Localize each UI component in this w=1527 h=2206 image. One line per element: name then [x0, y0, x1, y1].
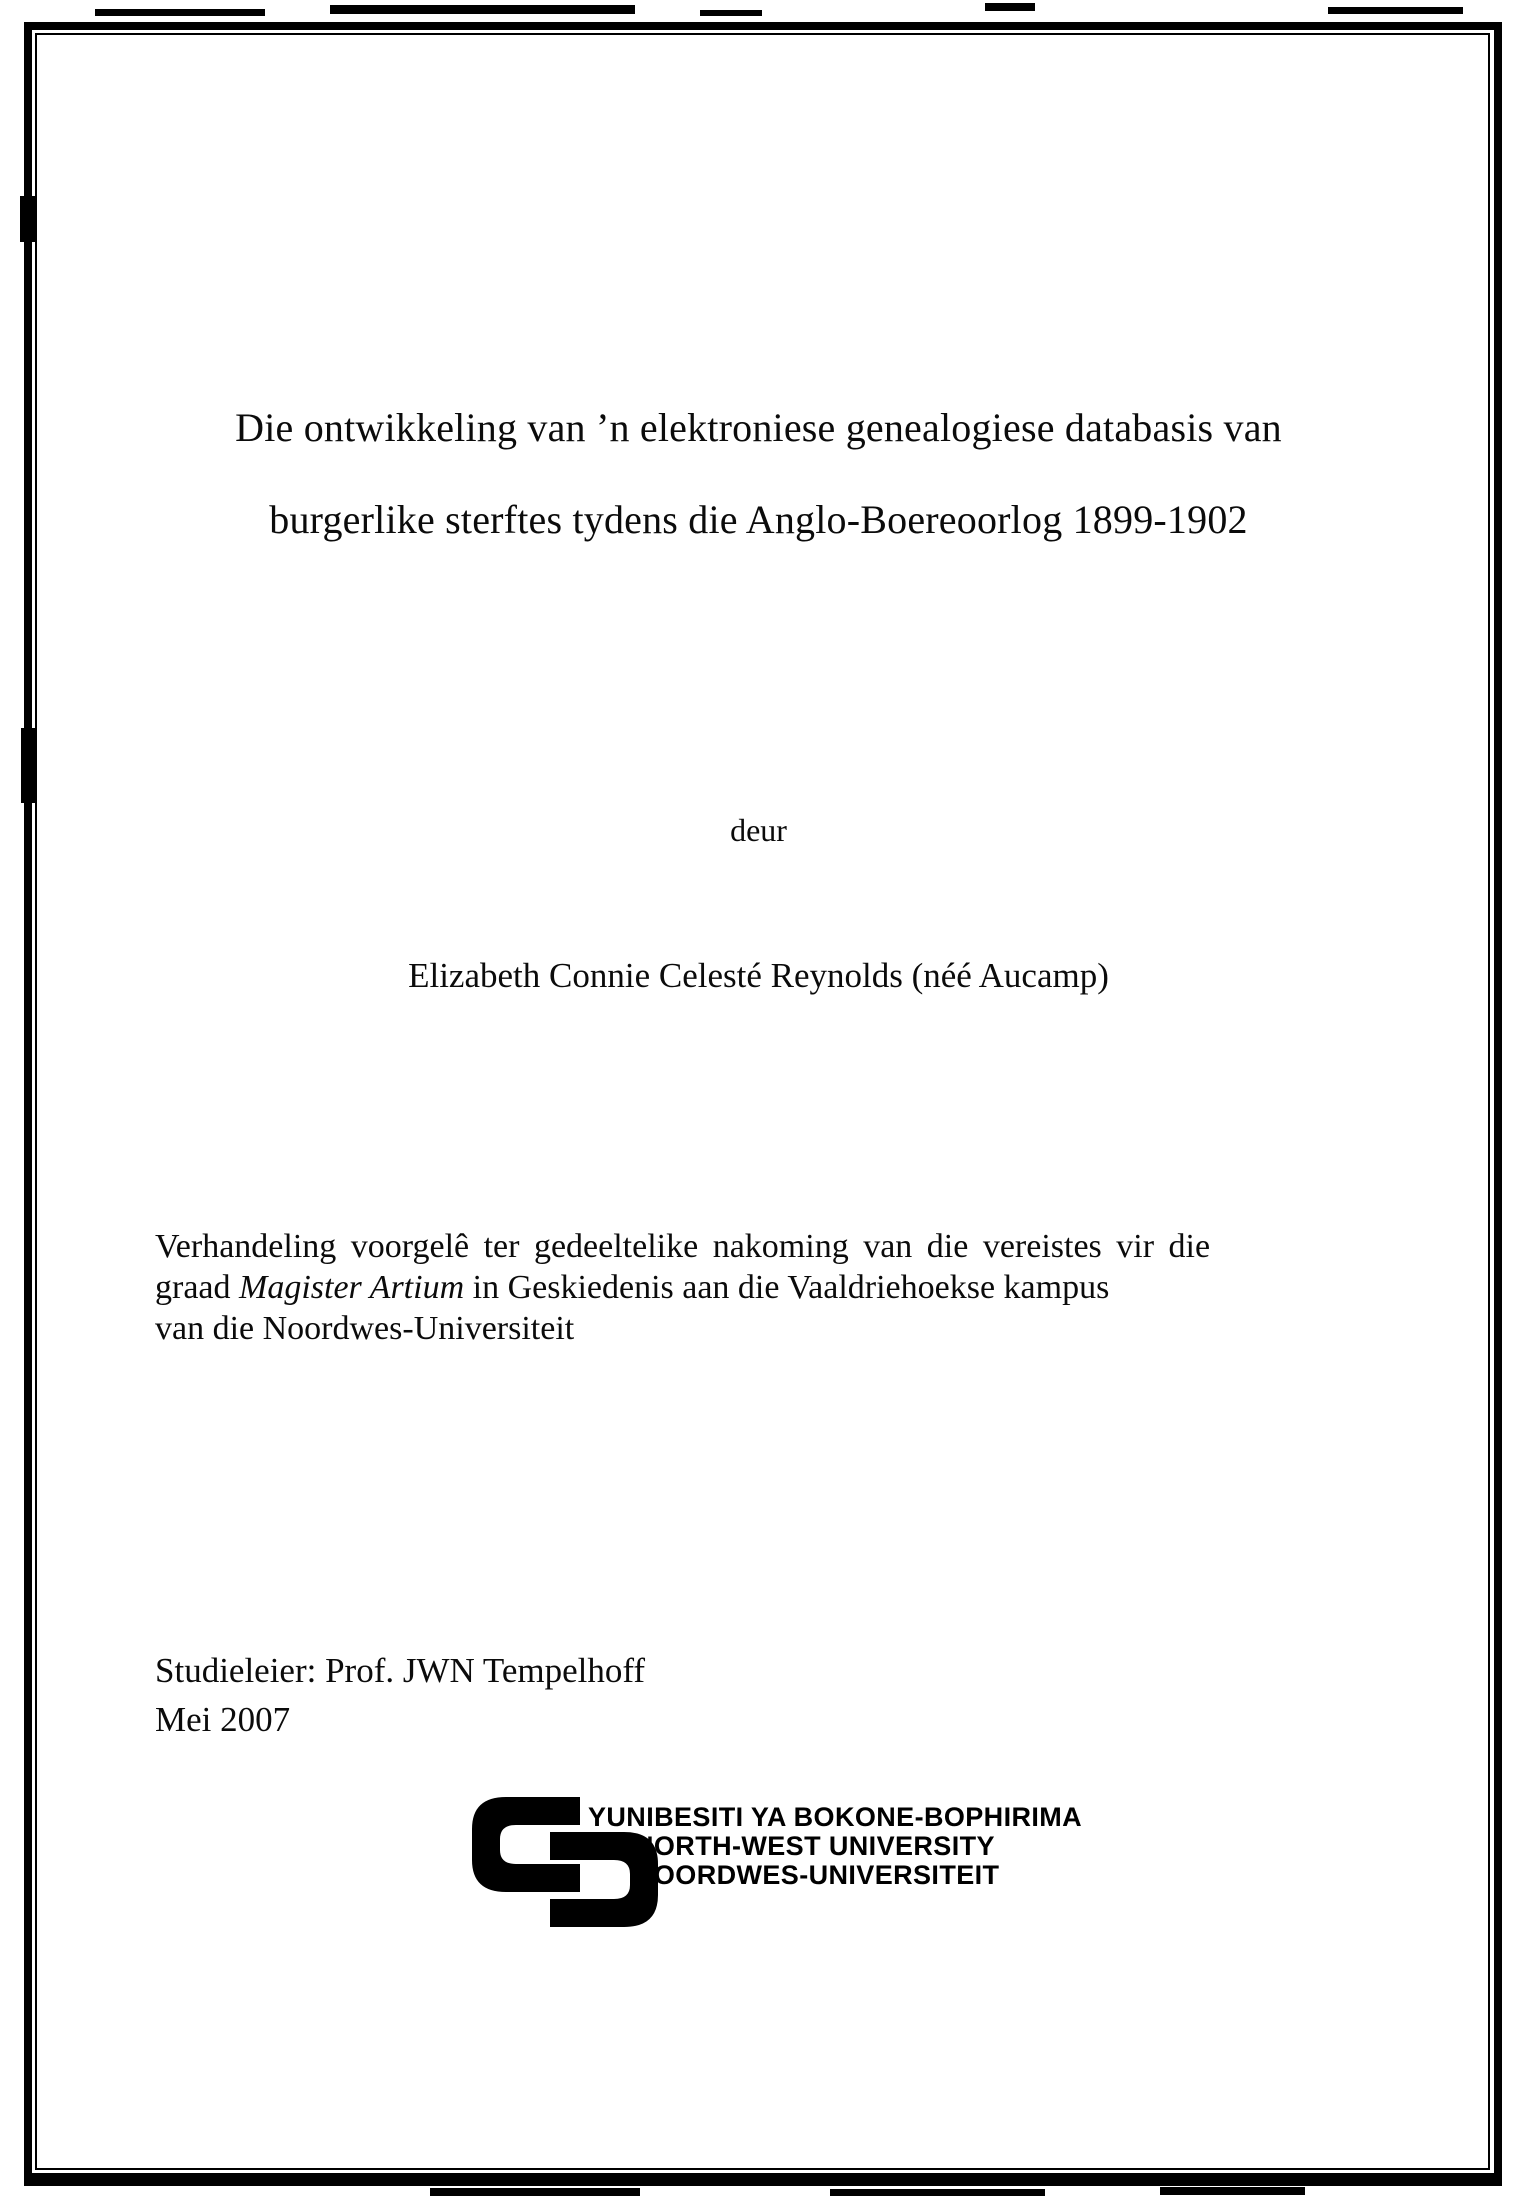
university-logo-text	[588, 1803, 1082, 1890]
date-line: Mei 2007	[155, 1700, 291, 1739]
statement-line-2-pre: graad	[155, 1269, 240, 1306]
scan-artifact	[20, 196, 37, 242]
author-name: Elizabeth Connie Celesté Reynolds (néé Aucamp)	[408, 956, 1109, 995]
logo-line-afrikaans: NOORDWES-UNIVERSITEIT	[634, 1860, 1000, 1890]
scan-artifact	[330, 5, 635, 14]
thesis-title	[60, 382, 1457, 566]
title-line-1: Die ontwikkeling van ’n elektroniese genealogiese databasis van	[235, 405, 1282, 450]
statement-line-2-post: in Geskiedenis aan die Vaaldriehoekse kampus	[464, 1269, 1110, 1306]
scan-artifact	[1328, 7, 1463, 14]
statement-line-1: Verhandeling voorgelê ter gedeeltelike nakoming van die vereistes vir die	[155, 1228, 1211, 1265]
degree-statement	[155, 1226, 1351, 1349]
scan-artifact	[430, 2188, 640, 2196]
scan-artifact	[95, 9, 265, 16]
supervisor-block	[155, 1646, 645, 1744]
title-line-2: burgerlike sterftes tydens die Anglo-Boereoorlog 1899-1902	[269, 497, 1248, 542]
byline: deur	[730, 812, 787, 848]
supervisor-line: Studieleier: Prof. JWN Tempelhoff	[155, 1651, 646, 1690]
logo-line-english: NORTH-WEST UNIVERSITY	[634, 1831, 995, 1861]
scan-artifact	[700, 10, 762, 16]
statement-line-3: van die Noordwes-Universiteit	[155, 1310, 575, 1347]
statement-line-2	[155, 1267, 1351, 1308]
logo-line-setswana: YUNIBESITI YA BOKONE-BOPHIRIMA	[588, 1802, 1083, 1832]
degree-name-italic: Magister Artium	[239, 1269, 465, 1306]
scan-artifact	[830, 2189, 1045, 2196]
scan-artifact	[1160, 2187, 1305, 2195]
scan-artifact	[21, 728, 37, 803]
scan-artifact	[985, 3, 1035, 11]
